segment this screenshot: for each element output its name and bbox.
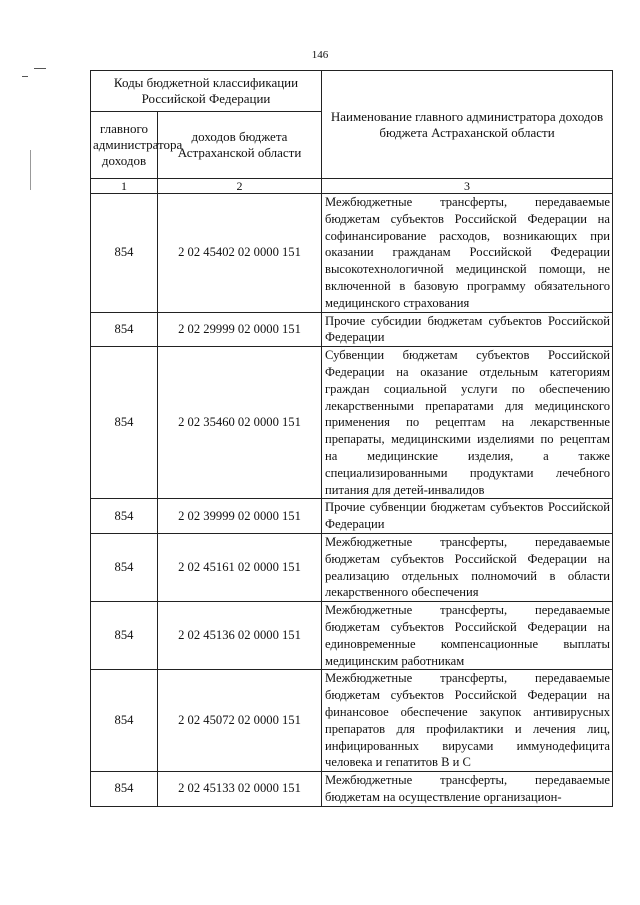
- income-code-cell: 2 02 45402 02 0000 151: [158, 194, 322, 313]
- header-col-income: доходов бюджета Астраханской области: [158, 112, 322, 179]
- income-code-cell: 2 02 45072 02 0000 151: [158, 670, 322, 772]
- admin-code-cell: 854: [91, 312, 158, 347]
- margin-mark: [30, 150, 31, 190]
- column-number-row: [91, 179, 613, 194]
- margin-mark: [34, 68, 46, 69]
- income-code-cell: 2 02 29999 02 0000 151: [158, 312, 322, 347]
- admin-code-cell: 854: [91, 772, 158, 807]
- table-row: [91, 194, 613, 313]
- income-name-cell: Прочие субвенции бюджетам субъектов Российской Федерации: [322, 499, 613, 534]
- table-row: [91, 772, 613, 807]
- table-row: [91, 347, 613, 499]
- admin-code-cell: 854: [91, 533, 158, 601]
- income-code-cell: 2 02 45161 02 0000 151: [158, 533, 322, 601]
- admin-code-cell: 854: [91, 194, 158, 313]
- income-code-cell: 2 02 39999 02 0000 151: [158, 499, 322, 534]
- admin-code-cell: 854: [91, 670, 158, 772]
- income-code-cell: 2 02 45136 02 0000 151: [158, 602, 322, 670]
- page-number: 146: [311, 49, 329, 61]
- admin-code-cell: 854: [91, 602, 158, 670]
- admin-code-cell: 854: [91, 347, 158, 499]
- income-name-cell: Прочие субсидии бюджетам субъектов Российской Федерации: [322, 312, 613, 347]
- margin-mark: [22, 76, 28, 77]
- income-code-cell: 2 02 35460 02 0000 151: [158, 347, 322, 499]
- income-name-cell: Субвенции бюджетам субъектов Российской Федерации на оказание отдельным категориям граждан социальной услуги по обеспечению лекарственными препаратами для медицинского применения по рецептам на лекарственные препараты, медицинскими изделиями по рецептам на медицинские изделия, а также специализированными продуктами лечебного питания для детей-инвалидов: [322, 347, 613, 499]
- table-row: [91, 533, 613, 601]
- income-name-cell: Межбюджетные трансферты, передаваемые бюджетам субъектов Российской Федерации на единовременные компенсационные выплаты медицинским работникам: [322, 602, 613, 670]
- income-name-cell: Межбюджетные трансферты, передаваемые бюджетам субъектов Российской Федерации на реализацию отдельных полномочий в области лекарственного обеспечения: [322, 533, 613, 601]
- header-group-title: Коды бюджетной классификации Российской Федерации: [91, 71, 322, 112]
- table-row: [91, 670, 613, 772]
- income-name-cell: Межбюджетные трансферты, передаваемые бюджетам субъектов Российской Федерации на софинансирование расходов, возникающих при оказании гражданам Российской Федерации высокотехнологичной медицинской помощи, не включенной в базовую программу обязательного медицинского страхования: [322, 194, 613, 313]
- admin-code-cell: 854: [91, 499, 158, 534]
- column-number: 1: [91, 179, 158, 194]
- income-name-cell: Межбюджетные трансферты, передаваемые бюджетам на осуществление организацион-: [322, 772, 613, 807]
- income-name-cell: Межбюджетные трансферты, передаваемые бюджетам субъектов Российской Федерации на финансовое обеспечение закупок антивирусных препаратов для профилактики и лечения лиц, инфицированных вирусами иммунодефицита человека и гепатитов В и С: [322, 670, 613, 772]
- column-number: 3: [322, 179, 613, 194]
- table-row: [91, 602, 613, 670]
- table-row: [91, 499, 613, 534]
- table-row: [91, 312, 613, 347]
- header-row: [91, 71, 613, 112]
- header-col-admin: главного администратора доходов: [91, 112, 158, 179]
- income-code-cell: 2 02 45133 02 0000 151: [158, 772, 322, 807]
- header-col-name: Наименование главного администратора доходов бюджета Астраханской области: [322, 71, 613, 179]
- budget-classification-table: [90, 70, 613, 807]
- column-number: 2: [158, 179, 322, 194]
